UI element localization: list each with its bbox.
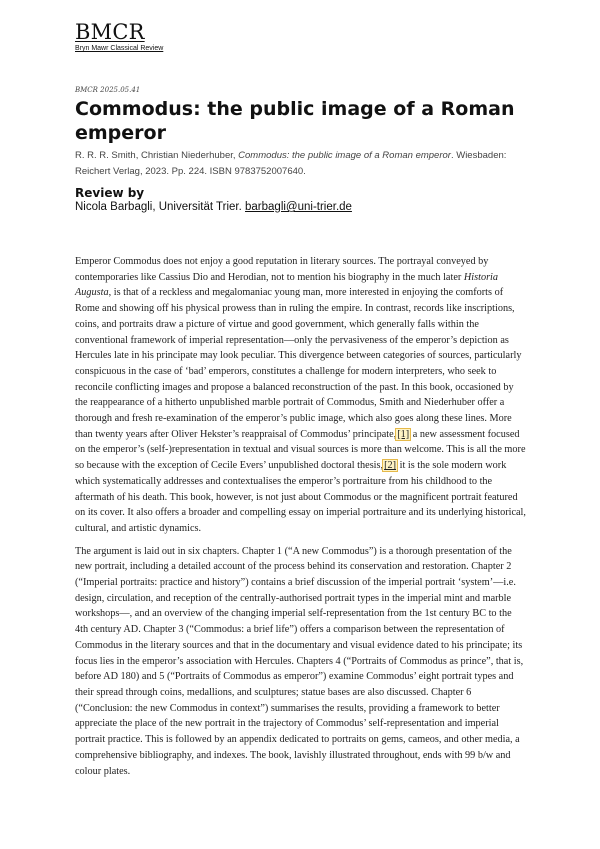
body-paragraph-2: The argument is laid out in six chapters. Chapter 1 (“A new Commodus”) is a thorough presentation of the new portrait, including a detailed account of the process behind its conservation and restoration. Chapter 2 (“Imperial portraits: practice and history”) contains a brief discussion of the imperial portrait ‘system’—i.e. design, circulation, and reception of the centrally-authorised portrait types in the imperial mint and marble workshops—, and an overview of the changing imperial self-representation from the 1st century BC to the 4th century AD. Chapter 3 (“Commodus: a brief life”) offers a comparison between the representation of Commodus in the literary sources and that in the documentary and visual evidence dated to his principate; its focus lies in the emperor’s association with Hercules. Chapters 4 (“Portraits of Commodus as prince”, that is, before AD 180) and 5 (“Portraits of Commodus as emperor”) examine Commodus’ eight portrait types and their spread through coins, medallions, and sculptures; statue bases are also discussed. Chapter 6 (“Conclusion: the new Commodus in context”) summarises the results, providing a framework to better appreciate the place of the new portrait in the trajectory of Commodus’ self-representation and imperial portrait practice. This is followed by an appendix dedicated to portraits on gems, cameos, and other media, a comprehensive bibliography, and indexes. The book, lavishly illustrated throughout, ends with 99 b/w and colour plates.: [75, 545, 524, 777]
paragraph-text: Emperor Commodus does not enjoy a good reputation in literary sources. The portrayal conveyed by contemporaries like Cassius Dio and Herodian, not to mention his biography in the much later: [75, 256, 489, 283]
review-by-heading: Review by: [75, 186, 145, 200]
citation-publication: . Wiesbaden: Reichert Verlag, 2023. Pp. 224. ISBN 9783752007640.: [75, 150, 507, 177]
italic-work-title: Historia Augusta: [75, 271, 499, 299]
body-paragraph-1: [75, 254, 526, 537]
review-body: [75, 254, 526, 786]
footnote-link-2[interactable]: [2]: [384, 460, 397, 472]
site-subtitle-link[interactable]: Bryn Mawr Classical Review: [75, 45, 164, 52]
paragraph-text: a new assessment focused on the emperor’s (self-)representation in textual and visual sources is more than welcome. This is all the more so because with the exception of Cecile Evers’ unpublished doctoral thesis,: [75, 428, 526, 472]
page-title: Commodus: the public image of a Roman emperor: [75, 98, 515, 144]
site-logo[interactable]: BMCR: [75, 20, 145, 44]
paragraph-text: , is that of a reckless and megalomaniac young man, more interested in enjoying the comforts of Rome and showing off his physical prowess than in ruling the empire. In contrast, records like inscriptions, coins, and portraits draw a picture of virtue and good government, which generally falls within the conventional framework of imperial representation—only the pervasiveness of the emperor’s depiction as Hercules late in his principate may look peculiar. This divergence between categories of sources, particularly conspicuous in the case of ‘bad’ emperors, constitutes a challenge for modern interpreters, who seek to reconcile conflicting images and propose a balanced reconstruction of the past. In this book, occasioned by the reappearance of a hitherto unpublished marble portrait of Commodus, Smith and Niederhuber offer a thorough and fresh re-examination of the emperor’s public image, which also goes along these lines. More than twenty years after Oliver Hekster’s reappraisal of Commodus’ principate,: [75, 287, 522, 440]
reviewer-name: Nicola Barbagli, Universität Trier.: [75, 201, 246, 213]
reviewer-email-link[interactable]: barbagli@uni-trier.de: [245, 201, 352, 213]
book-citation: [75, 148, 525, 180]
reviewer-info: [75, 200, 525, 215]
review-reference-id: BMCR 2025.05.41: [75, 86, 141, 94]
footnote-link-1[interactable]: [1]: [397, 428, 410, 440]
citation-book-title: Commodus: the public image of a Roman emperor: [238, 150, 451, 161]
paragraph-text: it is the sole modern work which systematically addresses and contextualises the emperor’s portraiture from his childhood to the aftermath of his death. This book, however, is not just about Commodus or the magnificent portrait featured on its cover. It also offers a broader and compelling essay on imperial portraiture and its underlying historical, cultural, and artistic dynamics.: [75, 460, 526, 534]
citation-authors: R. R. R. Smith, Christian Niederhuber,: [75, 150, 239, 161]
